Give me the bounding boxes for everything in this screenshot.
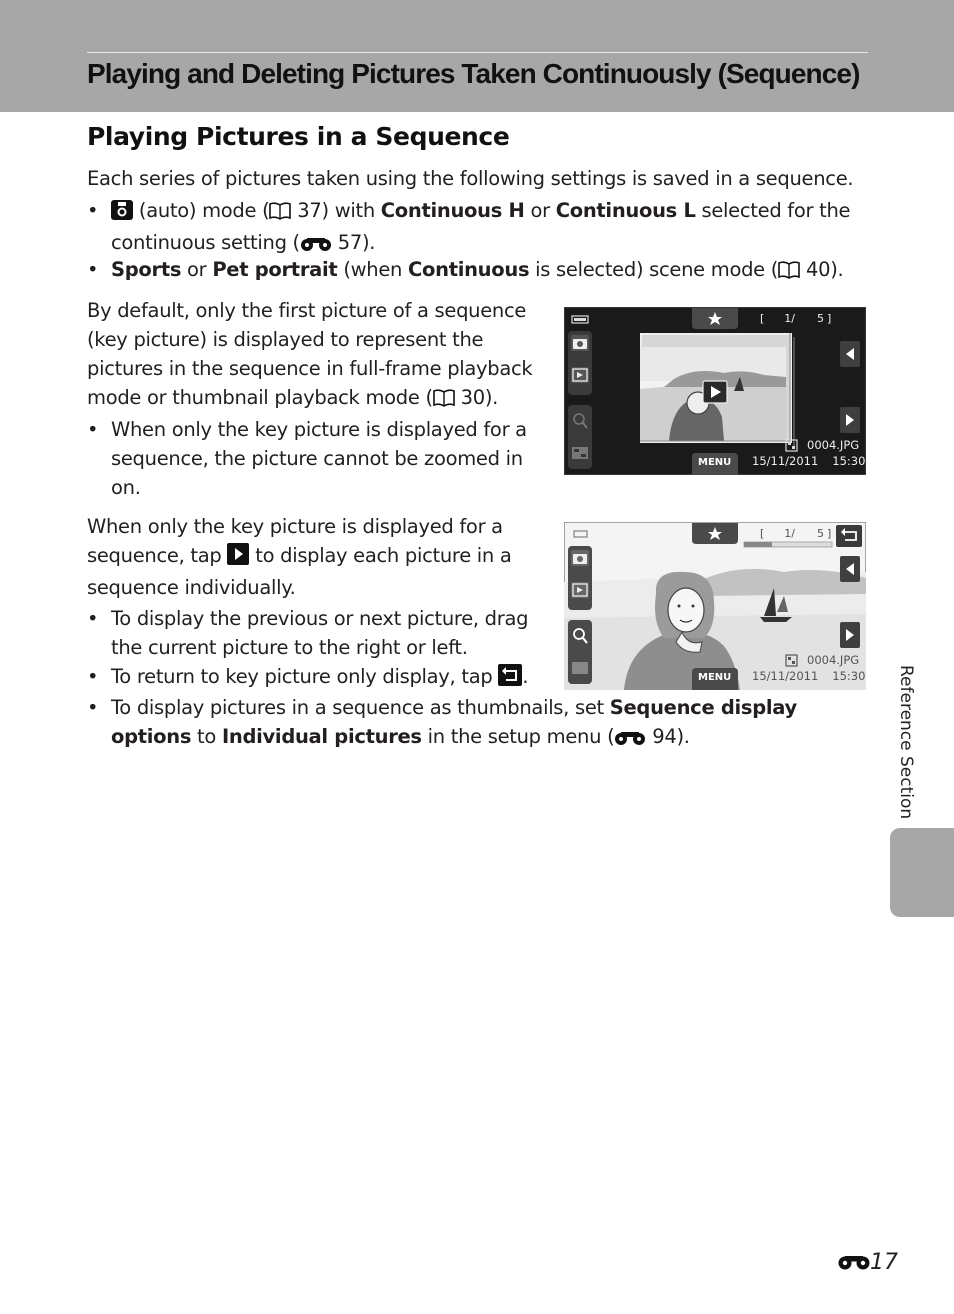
bullet: • bbox=[87, 696, 99, 719]
frame-counter: [ 1/ 5 ] bbox=[760, 527, 832, 540]
side-section-label: Reference Section bbox=[896, 665, 916, 820]
book-ref-icon bbox=[269, 199, 291, 228]
camera-screen-individual bbox=[564, 522, 866, 690]
menu-button[interactable]: MENU bbox=[698, 457, 732, 468]
date-time: 15/11/2011 15:30 bbox=[752, 454, 866, 468]
paragraph-sequence: When only the key picture is displayed for a sequence, tap to display each picture in a sequence individually. bbox=[87, 515, 512, 599]
e-ref-icon bbox=[614, 725, 646, 754]
header-rule bbox=[87, 52, 868, 53]
bullet: • bbox=[87, 258, 99, 281]
filename: 0004.JPG bbox=[807, 438, 860, 452]
menu-button[interactable]: MENU bbox=[698, 672, 732, 683]
frame-counter: [ 1/ 5 ] bbox=[760, 312, 832, 325]
paragraph-default: By default, only the first picture of a sequence (key picture) is displayed to represent the pictures in the sequence in full-frame playback mode or thumbnail playback mode ( 30). bbox=[87, 296, 532, 415]
page-title: Playing and Deleting Pictures Taken Continuously (Sequence) bbox=[87, 58, 860, 89]
date-time: 15/11/2011 15:30 bbox=[752, 669, 866, 683]
book-ref-icon bbox=[778, 258, 800, 287]
camera-icon bbox=[111, 199, 133, 228]
intro-text: Each series of pictures taken using the following settings is saved in a sequence. bbox=[87, 167, 854, 190]
bullet: • bbox=[87, 607, 99, 630]
side-tab bbox=[890, 828, 954, 917]
filename: 0004.JPG bbox=[807, 653, 860, 667]
header-band bbox=[0, 0, 954, 112]
play-icon bbox=[227, 543, 249, 573]
book-ref-icon bbox=[433, 386, 455, 415]
bullet: • bbox=[87, 665, 99, 688]
e-ref-icon bbox=[838, 1252, 870, 1277]
bullet: • bbox=[87, 199, 99, 222]
bullet: • bbox=[87, 418, 99, 441]
page-number: 17 bbox=[838, 1250, 898, 1277]
return-icon bbox=[498, 664, 522, 694]
camera-screen-key-picture bbox=[564, 307, 866, 475]
section-title: Playing Pictures in a Sequence bbox=[87, 122, 510, 151]
